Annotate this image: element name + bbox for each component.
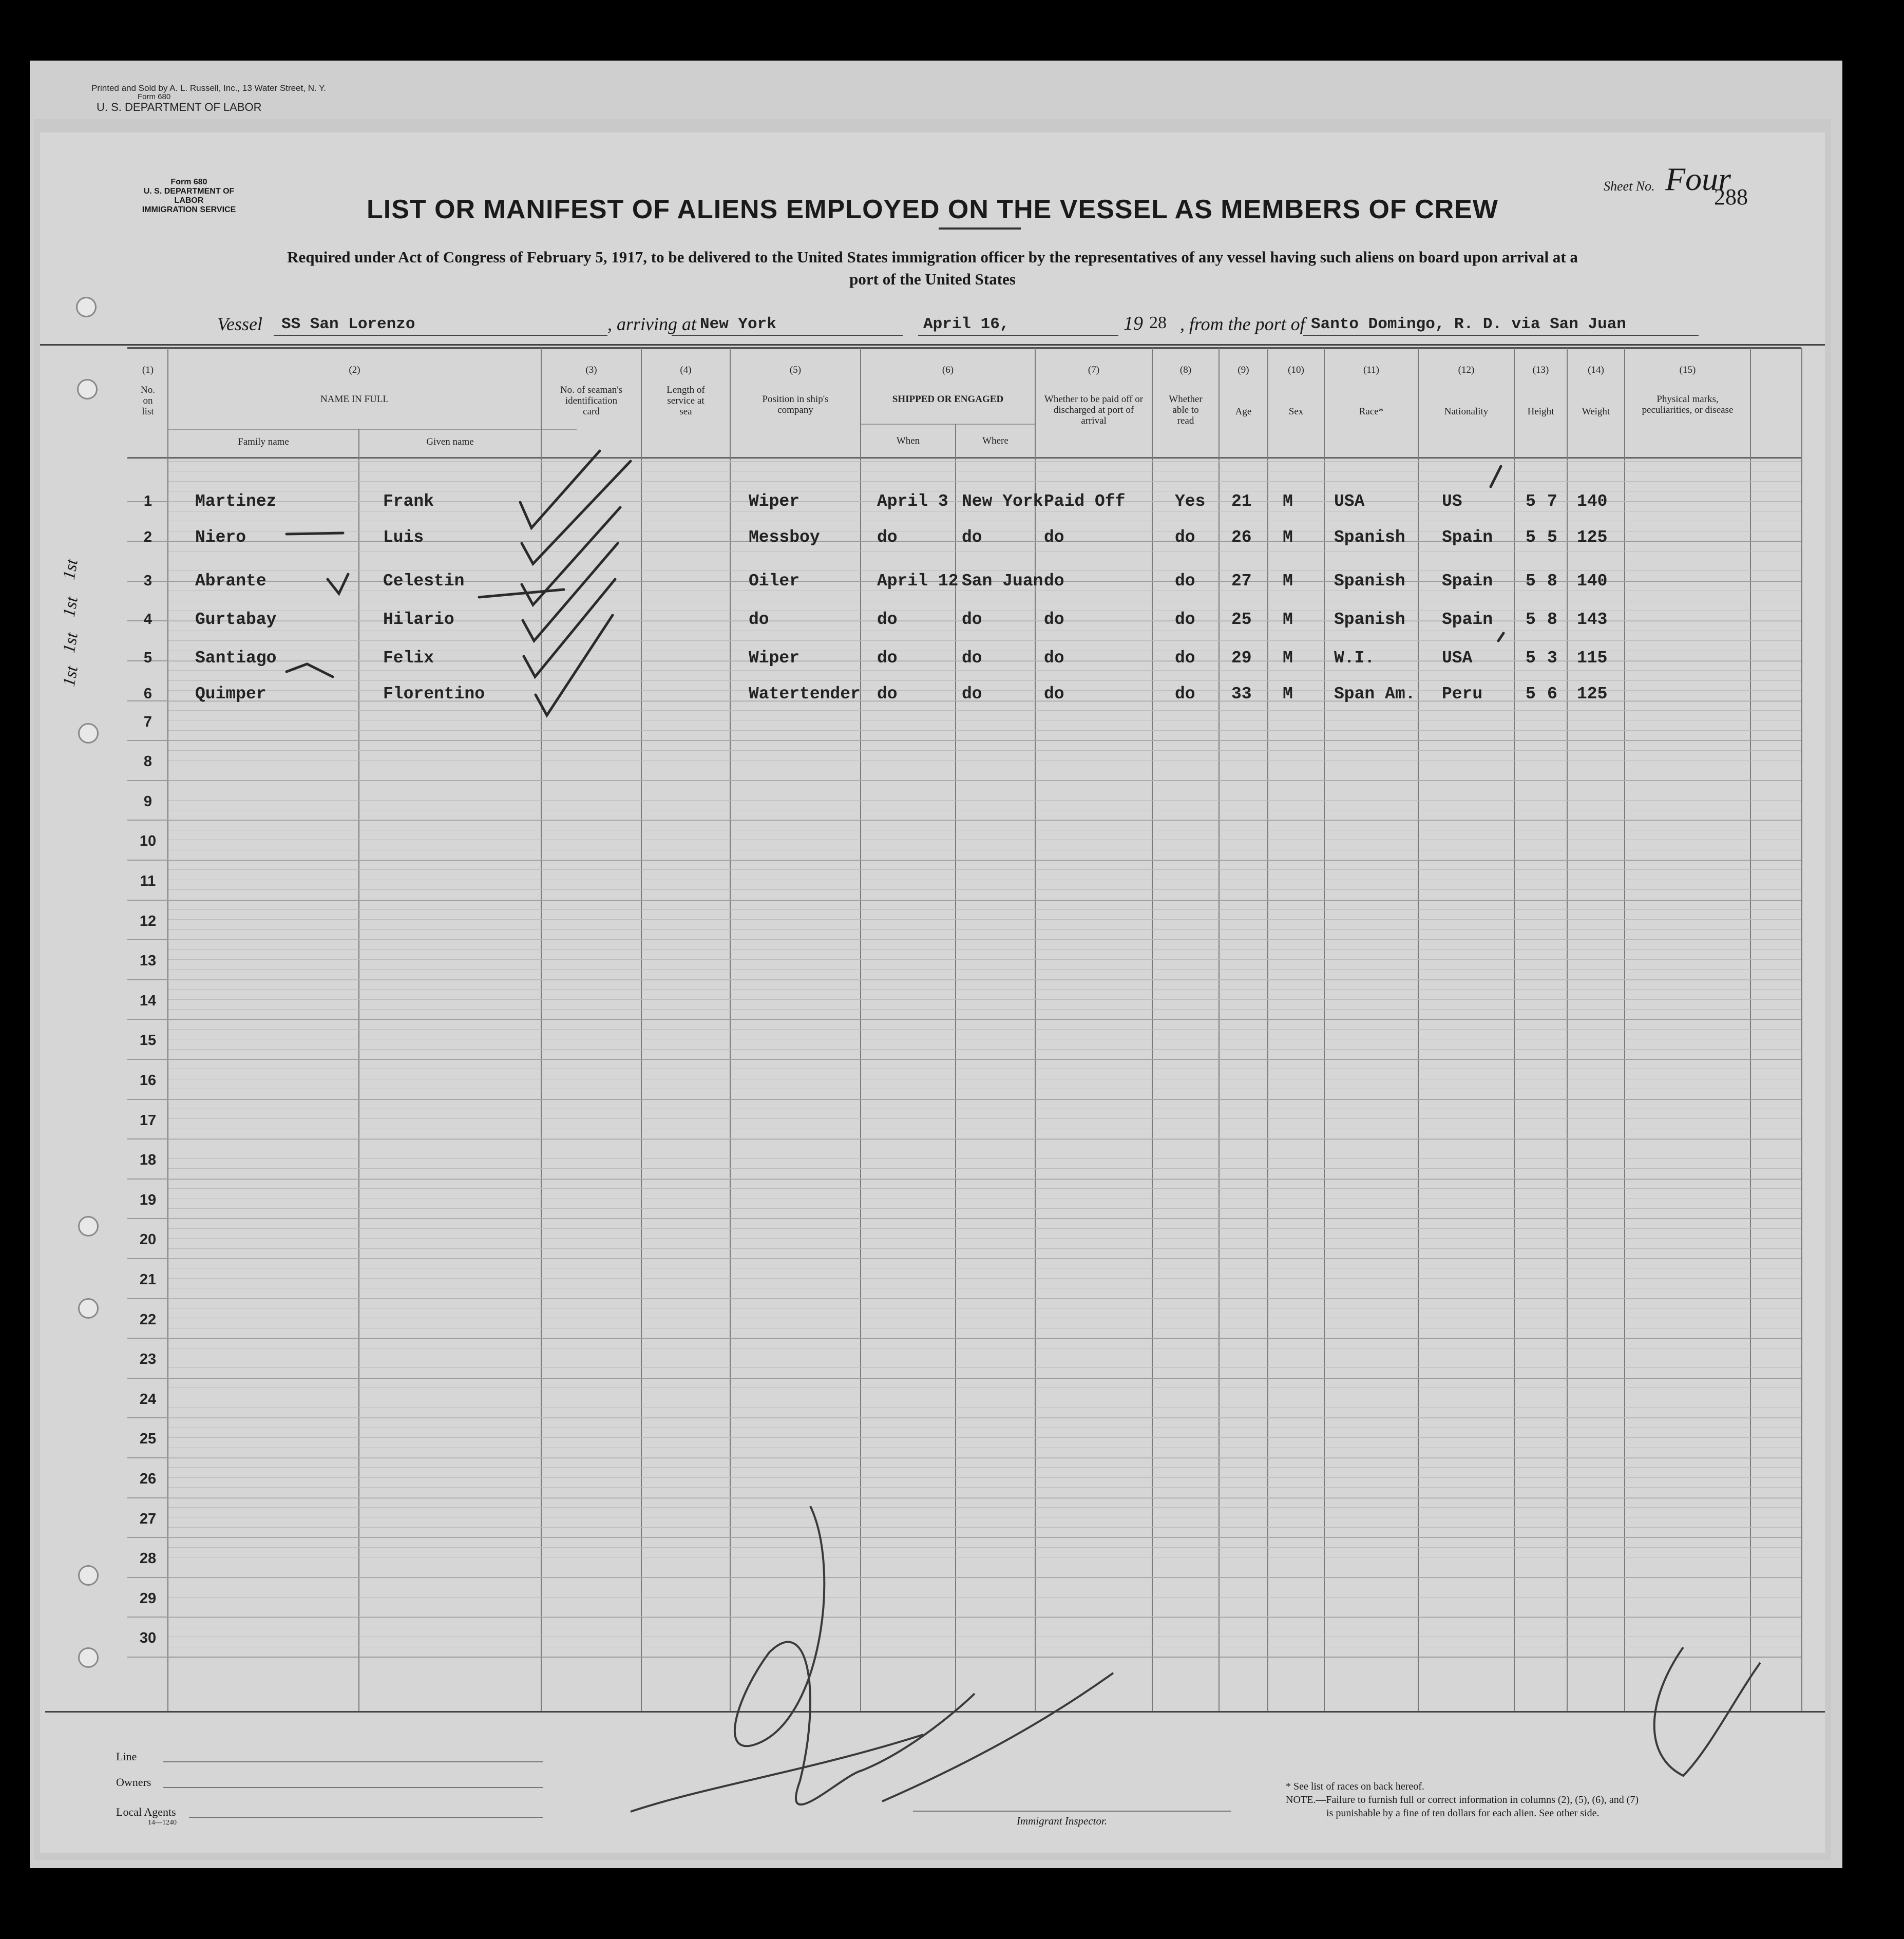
cell-nationality: Spain bbox=[1442, 528, 1493, 547]
cell-nationality: US bbox=[1442, 492, 1462, 511]
cell-race: W.I. bbox=[1334, 649, 1375, 668]
cell-nationality: Spain bbox=[1442, 572, 1493, 591]
cell-when: do bbox=[877, 649, 898, 668]
manifest-sheet bbox=[40, 132, 1825, 1853]
cell-paid: do bbox=[1044, 685, 1064, 704]
cell-sex: M bbox=[1283, 610, 1293, 629]
col7-label: Whether to be paid off or discharged at port of arrival bbox=[1044, 394, 1144, 426]
row-number: 5 bbox=[143, 650, 153, 666]
col15-num: (15) bbox=[1679, 365, 1696, 375]
cell-position: Wiper bbox=[749, 649, 800, 668]
cell-race: Spanish bbox=[1334, 572, 1405, 591]
subtitle-line2: port of the United States bbox=[849, 270, 1016, 288]
row-number: 12 bbox=[139, 913, 157, 929]
cell-ht-ft: 5 bbox=[1526, 492, 1536, 511]
col12-label: Nationality bbox=[1444, 406, 1489, 417]
back-form: Form 680 bbox=[138, 92, 171, 101]
pen-stroke bbox=[1498, 633, 1503, 641]
corner-mark bbox=[1654, 1647, 1760, 1776]
col2-num: (2) bbox=[349, 365, 360, 375]
year-prefix: 19 bbox=[1124, 313, 1143, 334]
cell-age: 26 bbox=[1231, 528, 1252, 547]
cell-read: do bbox=[1175, 528, 1195, 547]
margin-mark: 1st bbox=[59, 595, 82, 619]
cell-read: do bbox=[1175, 610, 1195, 629]
row-number: 7 bbox=[143, 714, 153, 730]
cell-sex: M bbox=[1283, 649, 1293, 668]
when-header: When bbox=[896, 435, 920, 446]
cell-when: April 3 bbox=[877, 492, 948, 511]
row-number: 11 bbox=[140, 873, 156, 889]
margin-mark: 1st bbox=[59, 664, 82, 688]
given-name-header: Given name bbox=[426, 436, 474, 447]
col9-num: (9) bbox=[1237, 365, 1249, 375]
cell-when: do bbox=[877, 610, 898, 629]
inspector-underline bbox=[913, 1811, 1231, 1812]
col1-label: No. on list bbox=[141, 385, 155, 417]
col1-num: (1) bbox=[142, 365, 154, 375]
row-number: 18 bbox=[139, 1152, 157, 1168]
line-label: Line bbox=[116, 1750, 137, 1763]
cell-weight: 143 bbox=[1577, 610, 1608, 629]
check-mark-icon bbox=[520, 451, 600, 528]
pen-stroke bbox=[479, 590, 564, 597]
signature-stroke bbox=[631, 1735, 923, 1812]
row-number: 17 bbox=[139, 1112, 157, 1129]
page-title: LIST OR MANIFEST OF ALIENS EMPLOYED ON THE VESSEL AS MEMBERS OF CREW bbox=[367, 195, 1498, 224]
cell-where: New York bbox=[962, 492, 1043, 511]
cell-race: Spanish bbox=[1334, 528, 1405, 547]
cell-ht-in: 5 bbox=[1547, 528, 1557, 547]
sheet-number-handwritten: Four bbox=[1665, 161, 1731, 197]
row-number: 19 bbox=[139, 1192, 157, 1208]
cell-weight: 140 bbox=[1577, 492, 1608, 511]
row-number: 14 bbox=[139, 993, 157, 1009]
col12-num: (12) bbox=[1458, 365, 1475, 375]
cell-sex: M bbox=[1283, 528, 1293, 547]
cell-family: Gurtabay bbox=[195, 610, 277, 629]
cell-where: do bbox=[962, 610, 982, 629]
cell-nationality: USA bbox=[1442, 649, 1473, 668]
cell-sex: M bbox=[1283, 685, 1293, 704]
check-mark-icon bbox=[287, 664, 333, 677]
row-number: 22 bbox=[139, 1311, 157, 1328]
arriving-value: New York bbox=[700, 315, 776, 333]
col8-num: (8) bbox=[1179, 365, 1192, 375]
cell-age: 33 bbox=[1231, 685, 1252, 704]
line-underline bbox=[163, 1761, 543, 1762]
check-marks bbox=[287, 451, 1503, 715]
cell-position: Wiper bbox=[749, 492, 800, 511]
row-number: 1 bbox=[143, 493, 153, 509]
where-header: Where bbox=[982, 435, 1008, 446]
cell-paid: do bbox=[1044, 610, 1064, 629]
margin-mark: 1st bbox=[59, 558, 82, 581]
cell-paid: do bbox=[1044, 649, 1064, 668]
row-number: 30 bbox=[139, 1630, 157, 1646]
form-department: U. S. DEPARTMENT OF LABOR bbox=[143, 187, 235, 205]
arriving-label: , arriving at bbox=[607, 314, 697, 334]
footnote-races: * See list of races on back hereof. bbox=[1286, 1781, 1424, 1792]
col5-num: (5) bbox=[789, 365, 802, 375]
cell-family: Santiago bbox=[195, 649, 277, 668]
cell-ht-ft: 5 bbox=[1526, 610, 1536, 629]
cell-ht-ft: 5 bbox=[1526, 649, 1536, 668]
row-number: 21 bbox=[139, 1271, 157, 1288]
cell-ht-in: 3 bbox=[1547, 649, 1557, 668]
form-number: Form 680 bbox=[170, 178, 207, 186]
subtitle-line1: Required under Act of Congress of February 5, 1917, to be delivered to the United States immigration officer by the representatives of any vessel having such aliens on board upon arrival at a bbox=[287, 248, 1578, 266]
col5-label: Position in ship's company bbox=[762, 394, 829, 415]
col7-num: (7) bbox=[1088, 365, 1100, 375]
cell-ht-in: 7 bbox=[1547, 492, 1557, 511]
cell-when: do bbox=[877, 528, 898, 547]
col2-label: NAME IN FULL bbox=[320, 394, 389, 405]
cell-where: do bbox=[962, 649, 982, 668]
sheet-page-number: 288 bbox=[1714, 184, 1748, 210]
col14-num: (14) bbox=[1588, 365, 1604, 375]
row-number: 4 bbox=[143, 611, 153, 628]
handwritten-mark-icon bbox=[1654, 1647, 1760, 1776]
row-number: 28 bbox=[139, 1550, 157, 1567]
cell-sex: M bbox=[1283, 492, 1293, 511]
row-number: 26 bbox=[139, 1471, 157, 1487]
agents-underline bbox=[189, 1817, 543, 1818]
col13-label: Height bbox=[1527, 406, 1554, 417]
owners-label: Owners bbox=[116, 1776, 151, 1789]
col10-num: (10) bbox=[1288, 365, 1304, 375]
row-number: 24 bbox=[139, 1391, 157, 1408]
row-number: 15 bbox=[139, 1032, 157, 1049]
row-number: 6 bbox=[143, 686, 153, 702]
cell-weight: 125 bbox=[1577, 685, 1608, 704]
cell-paid: Paid Off bbox=[1044, 492, 1126, 511]
row-number: 9 bbox=[143, 793, 153, 810]
cell-family: Niero bbox=[195, 528, 246, 547]
col13-num: (13) bbox=[1532, 365, 1549, 375]
col6-label: SHIPPED OR ENGAGED bbox=[892, 394, 1004, 405]
owners-underline bbox=[163, 1787, 543, 1788]
row-number: 2 bbox=[143, 529, 153, 545]
cell-age: 21 bbox=[1231, 492, 1252, 511]
col14-label: Weight bbox=[1582, 406, 1610, 417]
sheet-label: Sheet No. bbox=[1604, 179, 1655, 194]
cell-family: Abrante bbox=[195, 572, 266, 591]
margin-mark: 1st bbox=[59, 631, 82, 655]
port-value: Santo Domingo, R. D. via San Juan bbox=[1311, 315, 1626, 333]
cell-given: Luis bbox=[383, 528, 424, 547]
footnote-penalty: NOTE.—Failure to furnish full or correct information in columns (2), (5), (6), and (7) bbox=[1286, 1794, 1639, 1805]
cell-when: April 12 bbox=[877, 572, 959, 591]
cell-read: do bbox=[1175, 649, 1195, 668]
row-number: 29 bbox=[139, 1590, 157, 1607]
col3-label: No. of seaman's identification card bbox=[560, 385, 623, 417]
cell-family: Martinez bbox=[195, 492, 277, 511]
handwriting-overlay bbox=[40, 132, 1825, 1853]
cell-read: do bbox=[1175, 685, 1195, 704]
back-department: U. S. DEPARTMENT OF LABOR bbox=[97, 101, 262, 113]
cell-age: 29 bbox=[1231, 649, 1252, 668]
signature-icon bbox=[735, 1506, 975, 1804]
cell-weight: 125 bbox=[1577, 528, 1608, 547]
cell-position: Messboy bbox=[749, 528, 820, 547]
cell-ht-in: 6 bbox=[1547, 685, 1557, 704]
cell-read: do bbox=[1175, 572, 1195, 591]
check-mark-icon bbox=[524, 579, 615, 677]
col4-label: Length of service at sea bbox=[667, 385, 705, 417]
cell-given: Celestin bbox=[383, 572, 465, 591]
cell-race: Spanish bbox=[1334, 610, 1405, 629]
cell-given: Felix bbox=[383, 649, 434, 668]
row-number: 8 bbox=[143, 753, 153, 770]
col8-label: Whether able to read bbox=[1169, 394, 1203, 426]
row-number: 20 bbox=[139, 1231, 157, 1248]
col3-num: (3) bbox=[585, 365, 597, 375]
pen-stroke bbox=[1491, 466, 1501, 487]
family-name-header: Family name bbox=[238, 436, 289, 447]
cell-position: do bbox=[749, 610, 769, 629]
inspector-signature bbox=[631, 1506, 1113, 1812]
cell-paid: do bbox=[1044, 572, 1064, 591]
row-number: 23 bbox=[139, 1351, 157, 1367]
vessel-label: Vessel bbox=[217, 314, 262, 334]
col10-label: Sex bbox=[1288, 406, 1304, 417]
inspector-label: Immigrant Inspector. bbox=[1016, 1815, 1108, 1827]
cell-race: Span Am. bbox=[1334, 685, 1416, 704]
cell-weight: 115 bbox=[1577, 649, 1608, 668]
cell-ht-ft: 5 bbox=[1526, 685, 1536, 704]
cell-when: do bbox=[877, 685, 898, 704]
col6-num: (6) bbox=[942, 365, 954, 375]
col11-num: (11) bbox=[1363, 365, 1379, 375]
col11-label: Race* bbox=[1359, 406, 1384, 417]
cell-given: Florentino bbox=[383, 685, 485, 704]
cell-sex: M bbox=[1283, 572, 1293, 591]
from-port-label: , from the port of bbox=[1180, 314, 1305, 334]
cell-where: do bbox=[962, 528, 982, 547]
arrival-date: April 16, bbox=[923, 315, 1010, 333]
cell-age: 25 bbox=[1231, 610, 1252, 629]
cell-nationality: Spain bbox=[1442, 610, 1493, 629]
row-number: 10 bbox=[139, 833, 157, 849]
cell-ht-in: 8 bbox=[1547, 610, 1557, 629]
pen-stroke bbox=[287, 533, 343, 534]
cell-paid: do bbox=[1044, 528, 1064, 547]
cell-nationality: Peru bbox=[1442, 685, 1483, 704]
back-printer: Printed and Sold by A. L. Russell, Inc., 13 Water Street, N. Y. bbox=[91, 83, 327, 93]
col4-num: (4) bbox=[680, 365, 692, 375]
cell-where: do bbox=[962, 685, 982, 704]
cell-given: Hilario bbox=[383, 610, 454, 629]
vessel-value: SS San Lorenzo bbox=[281, 315, 415, 333]
row-number: 13 bbox=[139, 953, 157, 969]
row-number: 3 bbox=[143, 573, 153, 589]
cell-given: Frank bbox=[383, 492, 434, 511]
col9-label: Age bbox=[1235, 406, 1252, 417]
cell-family: Quimper bbox=[195, 685, 266, 704]
cell-age: 27 bbox=[1231, 572, 1252, 591]
row-number: 27 bbox=[139, 1511, 157, 1527]
check-mark-icon bbox=[328, 574, 348, 594]
col15-label: Physical marks, peculiarities, or disease bbox=[1642, 394, 1734, 415]
year-value: 28 bbox=[1149, 313, 1167, 332]
cell-weight: 140 bbox=[1577, 572, 1608, 591]
cell-ht-in: 8 bbox=[1547, 572, 1557, 591]
form-service: IMMIGRATION SERVICE bbox=[142, 205, 236, 214]
cell-race: USA bbox=[1334, 492, 1365, 511]
agents-label: Local Agents bbox=[116, 1805, 176, 1818]
form-code: 14—1240 bbox=[148, 1819, 177, 1827]
cell-position: Oiler bbox=[749, 572, 800, 591]
row-number: 16 bbox=[139, 1072, 157, 1089]
cell-ht-ft: 5 bbox=[1526, 572, 1536, 591]
cell-read: Yes bbox=[1175, 492, 1206, 511]
cell-position: Watertender bbox=[749, 685, 861, 704]
cell-where: San Juan bbox=[962, 572, 1043, 591]
footnote-penalty-cont: is punishable by a fine of ten dollars for each alien. See other side. bbox=[1326, 1808, 1600, 1819]
cell-ht-ft: 5 bbox=[1526, 528, 1536, 547]
row-number: 25 bbox=[139, 1431, 157, 1447]
